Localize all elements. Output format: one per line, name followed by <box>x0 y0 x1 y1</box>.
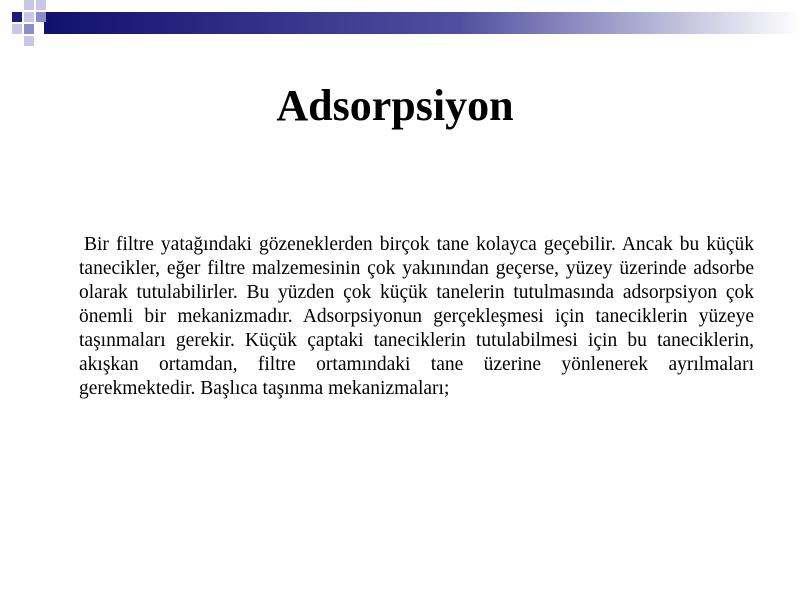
slide-title: Adsorpsiyon <box>276 81 514 130</box>
deco-square <box>36 0 46 10</box>
deco-square <box>24 24 34 34</box>
deco-square <box>24 12 34 22</box>
slide-body-text: Bir filtre yatağındaki gözeneklerden birçok tane kolayca geçebilir. Ancak bu küçük tanecikler, eğer filtre malzemesinin çok yakınından geçerse, yüzey üzerinde adsorbe olarak tutulabilirler. Bu yüzden çok küçük tanelerin tutulmasında adsorpsiyon çok önemli bir mekanizmadır. Adsorpsiyonun gerçekleşmesi için taneciklerin yüzeye taşınmaları gerekir. Küçük çaptaki taneciklerin tutulabilmesi için bu taneciklerin, akışkan ortamdan, filtre ortamındaki tane üzerine yönlenerek ayrılmaları gerekmektedir. Başlıca taşınma mekanizmaları; <box>79 234 754 399</box>
deco-square <box>36 12 46 22</box>
deco-square <box>24 36 34 46</box>
deco-square <box>12 12 22 22</box>
deco-square <box>12 24 22 34</box>
header-decoration <box>0 0 800 48</box>
deco-square <box>24 0 34 10</box>
header-gradient-bar <box>44 12 800 34</box>
